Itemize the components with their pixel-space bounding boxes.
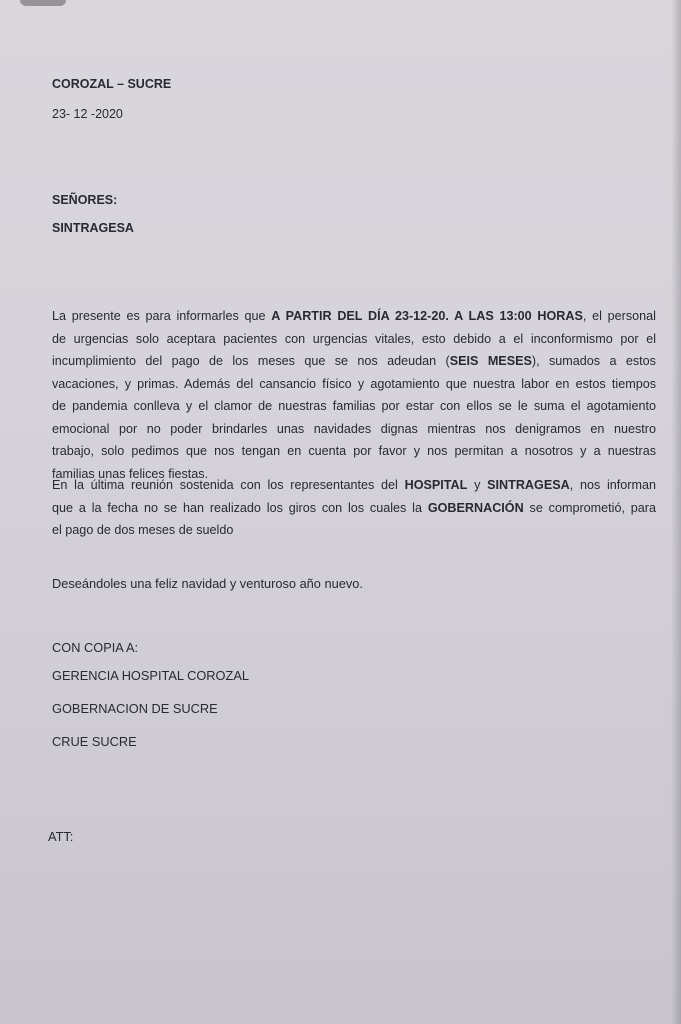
bold-six-months: SEIS MESES [449,354,532,368]
bold-date-time: A PARTIR DEL DÍA 23-12-20. A LAS 13:00 HORAS [271,309,583,323]
text-span: , el personal [582,309,656,323]
paragraph-1-line [52,305,656,328]
text-span: ), sumados a estos [531,354,656,368]
finger-shadow [20,0,66,6]
paragraph-2-line [52,474,656,497]
copy-recipient-2: GOBERNACION DE SUCRE [52,701,218,716]
text-span: que a la fecha no se han realizado los giros con los cuales la [52,500,428,515]
paragraph-2 [52,474,656,542]
text-span: y [467,478,488,492]
paragraph-1-line [52,350,656,373]
paragraph-1-line: de pandemia conlleva y el clamor de nuestras familias por estar con ellos se le suma el agotamiento [52,399,656,413]
paragraph-1-line: de urgencias solo aceptara pacientes con urgencias vitales, esto debido a el inconformismo por el [52,331,656,346]
recipient-name: SINTRAGESA [52,221,134,235]
paragraph-2-line: el pago de dos meses de sueldo [52,523,234,537]
letter-place: COROZAL – SUCRE [52,77,172,91]
paragraph-1 [52,305,656,485]
text-span: En la última reunión sostenida con los representantes del [52,478,405,492]
salutation: SEÑORES: [52,193,118,207]
signature-label: ATT: [48,829,74,844]
letter-date: 23- 12 -2020 [52,107,123,121]
bold-sintragesa: SINTRAGESA [487,478,570,492]
copy-recipient-3: CRUE SUCRE [52,734,137,749]
closing-greeting: Deseándoles una feliz navidad y venturoso año nuevo. [52,576,363,591]
paragraph-1-line: trabajo, solo pedimos que nos tengan en cuenta por favor y nos permitan a nosotros y a nuestras [52,444,656,458]
paragraph-1-line: emocional por no poder brindarles unas navidades dignas mientras nos denigramos en nuestro [52,421,656,436]
text-span: La presente es para informarles que [52,309,272,323]
bold-hospital: HOSPITAL [404,478,468,492]
paragraph-1-line: familias unas felices fiestas. [52,466,209,481]
bold-gobernacion: GOBERNACIÓN [427,500,524,515]
paragraph-1-line: vacaciones, y primas. Además del cansancio físico y agotamiento que nuestra labor en estos tiempos [52,376,656,391]
text-span: incumplimiento del pago de los meses que se nos adeudan ( [52,354,450,368]
text-span: , nos informan [569,478,656,492]
edge-shadow [671,0,681,1024]
copies-label: CON COPIA A: [52,640,139,655]
copy-recipient-1: GERENCIA HOSPITAL COROZAL [52,668,249,683]
paragraph-2-line [52,497,656,520]
text-span: se comprometió, para [523,500,657,515]
